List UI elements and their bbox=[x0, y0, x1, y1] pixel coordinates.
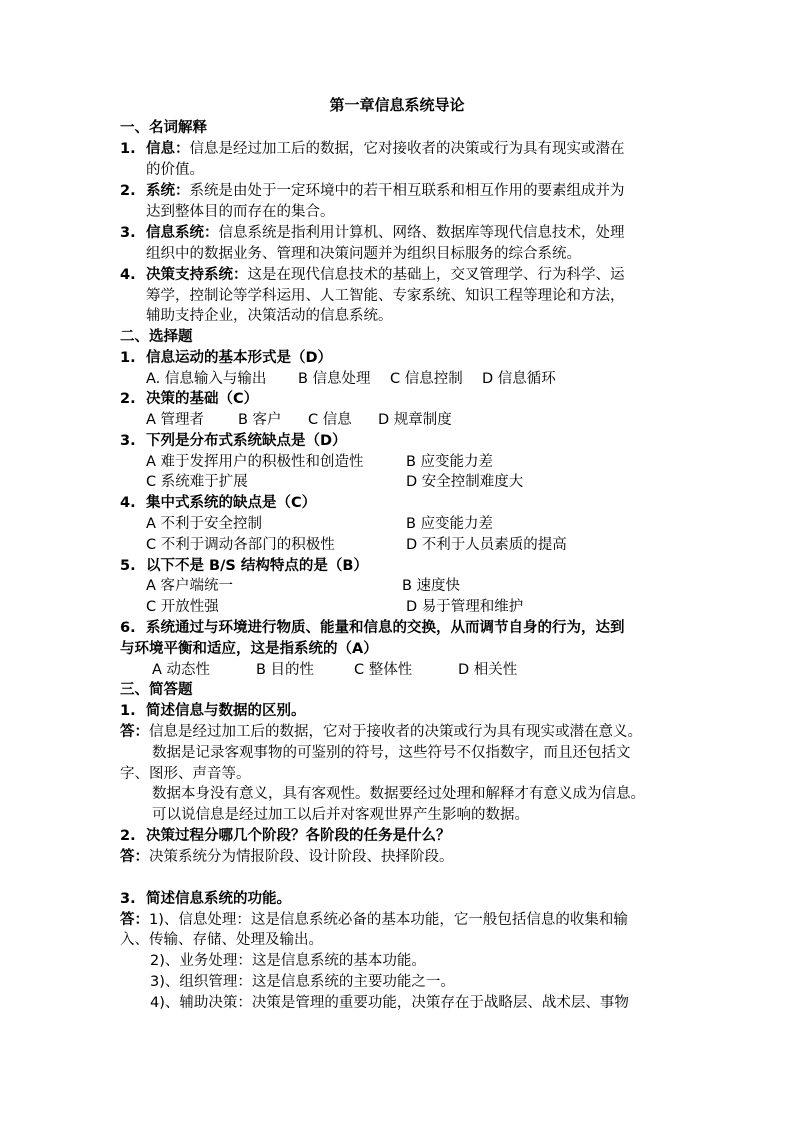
term-definition-cont: 筹学，控制论等学科运用、人工智能、专家系统、知识工程等理论和方法， bbox=[146, 288, 625, 304]
term-item-4: 4. 决策支持系统：这是在现代信息技术的基础上，交叉管理学、行为科学、运 bbox=[120, 267, 625, 283]
option-a: A 不利于安全控制 bbox=[146, 516, 263, 532]
term-name: 信息 bbox=[146, 141, 175, 157]
option-c: C 整体性 bbox=[354, 662, 413, 678]
answer-line: 数据是记录客观事物的可鉴别的符号，这些符号不仅指数字，而且还包括文 bbox=[152, 745, 631, 761]
choice-question-2: 2. 决策的基础（C） bbox=[120, 391, 259, 407]
short-question-3: 3. 简述信息系统的功能。 bbox=[120, 891, 291, 907]
item-number: 2. bbox=[120, 183, 136, 199]
choice-question-4: 4. 集中式系统的缺点是（C） bbox=[120, 495, 317, 511]
answer-3: 答：1)、信息处理：这是信息系统必备的基本功能，它一般包括信息的收集和输 bbox=[120, 912, 628, 928]
term-name: 决策支持系统 bbox=[146, 267, 233, 283]
option-d: D 规章制度 bbox=[378, 412, 452, 428]
option-d: D 相关性 bbox=[458, 662, 518, 678]
option-c: C 信息控制 bbox=[390, 371, 463, 387]
option-c: C 不利于调动各部门的积极性 bbox=[146, 537, 335, 553]
section-heading-choice: 二、选择题 bbox=[120, 329, 193, 345]
term-definition: 这是在现代信息技术的基础上，交叉管理学、行为科学、运 bbox=[247, 267, 625, 283]
short-question-1: 1. 简述信息与数据的区别。 bbox=[120, 703, 306, 719]
option-a: A 动态性 bbox=[152, 662, 211, 678]
item-number: 3. bbox=[120, 225, 136, 241]
choice-question-5: 5. 以下不是 B/S 结构特点的是（B） bbox=[120, 558, 368, 574]
term-definition: 信息系统是指利用计算机、网络、数据库等现代信息技术，处理 bbox=[218, 225, 625, 241]
answer-2: 答：决策系统分为情报阶段、设计阶段、抉择阶段。 bbox=[120, 849, 454, 865]
term-item-1: 1. 信息：信息是经过加工后的数据，它对接收者的决策或行为具有现实或潜在 bbox=[120, 141, 625, 157]
answer-1: 答：信息是经过加工后的数据，它对于接收者的决策或行为具有现实或潜在意义。 bbox=[120, 724, 642, 740]
option-b: B 应变能力差 bbox=[406, 454, 494, 470]
option-b: B 客户 bbox=[238, 412, 282, 428]
choice-question-1: 1. 信息运动的基本形式是（D） bbox=[120, 350, 333, 366]
option-b: B 目的性 bbox=[256, 662, 315, 678]
choice-question-6-cont: 与环境平衡和适应，这是指系统的（A） bbox=[120, 641, 378, 657]
option-b: B 速度快 bbox=[402, 578, 461, 594]
answer-line: 2)、业务处理：这是信息系统的基本功能。 bbox=[150, 953, 426, 969]
term-definition-cont: 辅助支持企业，决策活动的信息系统。 bbox=[146, 308, 393, 324]
term-definition-cont: 达到整体目的而存在的集合。 bbox=[146, 204, 335, 220]
option-d: D 安全控制难度大 bbox=[406, 474, 524, 490]
option-b: B 应变能力差 bbox=[406, 516, 494, 532]
term-definition: 系统是由处于一定环境中的若干相互联系和相互作用的要素组成并为 bbox=[189, 183, 625, 199]
answer-line: 数据本身没有意义，具有客观性。数据要经过处理和解释才有意义成为信息。 bbox=[152, 786, 645, 802]
choice-question-3: 3. 下列是分布式系统缺点是（D） bbox=[120, 433, 347, 449]
term-item-3: 3. 信息系统：信息系统是指利用计算机、网络、数据库等现代信息技术，处理 bbox=[120, 225, 625, 241]
answer-line: 入、传输、存储、处理及输出。 bbox=[120, 932, 323, 948]
term-definition-cont: 的价值。 bbox=[146, 162, 204, 178]
answer-line: 3)、组织管理：这是信息系统的主要功能之一。 bbox=[150, 974, 455, 990]
option-a: A. 信息输入与输出 bbox=[146, 371, 267, 387]
term-definition: 信息是经过加工后的数据，它对接收者的决策或行为具有现实或潜在 bbox=[189, 141, 625, 157]
term-definition-cont: 组织中的数据业务、管理和决策问题并为组织目标服务的综合系统。 bbox=[146, 246, 581, 262]
answer-line: 可以说信息是经过加工以后并对客观世界产生影响的数据。 bbox=[152, 807, 529, 823]
term-item-2: 2. 系统：系统是由处于一定环境中的若干相互联系和相互作用的要素组成并为 bbox=[120, 183, 625, 199]
section-heading-short-answer: 三、简答题 bbox=[120, 682, 193, 698]
item-number: 4. bbox=[120, 267, 136, 283]
option-c: C 系统难于扩展 bbox=[146, 474, 248, 490]
short-question-2: 2. 决策过程分哪几个阶段？各阶段的任务是什么？ bbox=[120, 828, 451, 844]
option-a: A 难于发挥用户的积极性和创造性 bbox=[146, 454, 364, 470]
option-a: A 客户端统一 bbox=[146, 578, 234, 594]
option-d: D 信息循环 bbox=[482, 371, 556, 387]
option-c: C 开放性强 bbox=[146, 599, 219, 615]
option-d: D 易于管理和维护 bbox=[406, 599, 524, 615]
answer-line: 字、图形、声音等。 bbox=[120, 766, 251, 782]
answer-line: 4)、辅助决策：决策是管理的重要功能，决策存在于战略层、战术层、事物 bbox=[150, 995, 629, 1011]
item-number: 1. bbox=[120, 141, 136, 157]
option-c: C 信息 bbox=[308, 412, 352, 428]
option-b: B 信息处理 bbox=[298, 371, 371, 387]
choice-question-6: 6. 系统通过与环境进行物质、能量和信息的交换，从而调节自身的行为，达到 bbox=[120, 620, 625, 636]
section-heading-terms: 一、名词解释 bbox=[120, 120, 207, 136]
term-name: 信息系统 bbox=[146, 225, 204, 241]
chapter-title: 第一章信息系统导论 bbox=[329, 96, 465, 114]
answer-label: 答： bbox=[120, 724, 149, 740]
answer-label: 答： bbox=[120, 912, 149, 928]
answer-label: 答： bbox=[120, 849, 149, 865]
option-d: D 不利于人员素质的提高 bbox=[406, 537, 567, 553]
option-a: A 管理者 bbox=[146, 412, 205, 428]
term-name: 系统 bbox=[146, 183, 175, 199]
